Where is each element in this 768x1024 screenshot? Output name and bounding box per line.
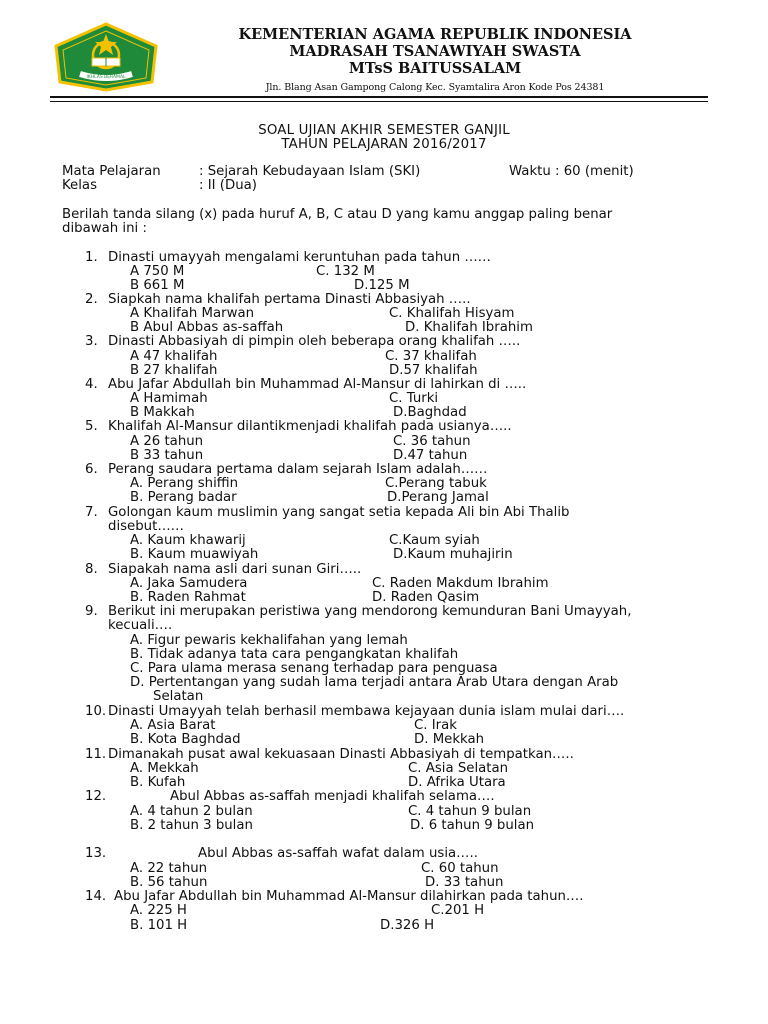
question-text: Siapkah nama khalifah pertama Dinasti Abbasiyah …..	[108, 292, 471, 307]
option-b: B. Kufah	[130, 775, 186, 790]
option-a: A Hamimah	[130, 391, 208, 406]
question-text: Dinasti umayyah mengalami keruntuhan pada tahun ……	[108, 250, 491, 265]
question-text: Abu Jafar Abdullah bin Muhammad Al-Mansur dilahirkan pada tahun….	[114, 889, 584, 904]
option-d: D. Mekkah	[414, 732, 485, 747]
option-c: C. 4 tahun 9 bulan	[408, 804, 532, 819]
exam-title: SOAL UJIAN AKHIR SEMESTER GANJIL	[258, 123, 510, 138]
option-b: B. 101 H	[130, 918, 188, 933]
option-b: B Abul Abbas as-saffah	[130, 320, 284, 335]
question-text: Perang saudara pertama dalam sejarah Islam adalah……	[108, 462, 488, 477]
option-a: A. 22 tahun	[130, 861, 208, 876]
option-d: D. 6 tahun 9 bulan	[410, 818, 535, 833]
option-a: A 750 M	[130, 264, 185, 279]
option-a: A. Figur pewaris kekhalifahan yang lemah	[130, 633, 408, 648]
question-number: 13.	[85, 846, 107, 861]
instruction-line-1: Berilah tanda silang (x) pada huruf A, B, C atau D yang kamu anggap paling benar	[62, 207, 613, 222]
question-number: 5.	[85, 419, 98, 434]
option-b: B. 2 tahun 3 bulan	[130, 818, 253, 833]
option-b: B. 56 tahun	[130, 875, 208, 890]
option-a: A. 4 tahun 2 bulan	[130, 804, 253, 819]
option-c: C.Kaum syiah	[389, 533, 480, 548]
question-number: 1.	[85, 250, 98, 265]
option-c: C. Asia Selatan	[408, 761, 509, 776]
option-d: D.Perang Jamal	[387, 490, 489, 505]
question-text: Abul Abbas as-saffah wafat dalam usia…..	[198, 846, 478, 861]
option-b: B. Perang badar	[130, 490, 237, 505]
question-text: Siapakah nama asli dari sunan Giri…..	[108, 562, 362, 577]
option-d-continued: Selatan	[153, 689, 204, 704]
option-a: A. Perang shiffin	[130, 476, 239, 491]
question-number: 4.	[85, 377, 98, 392]
option-a: A. Kaum khawarij	[130, 533, 246, 548]
option-b: B. Tidak adanya tata cara pengangkatan khalifah	[130, 647, 459, 662]
question-number: 10.	[85, 704, 107, 719]
question-number: 6.	[85, 462, 98, 477]
question-text: Abu Jafar Abdullah bin Muhammad Al-Mansur di lahirkan di …..	[108, 377, 527, 392]
question-text: Khalifah Al-Mansur dilantikmenjadi khalifah pada usianya…..	[108, 419, 512, 434]
option-c: C.201 H	[431, 903, 485, 918]
letterhead	[180, 26, 690, 95]
letterhead-rule-thick	[50, 96, 708, 98]
option-b: B Makkah	[130, 405, 195, 420]
option-d: D. Raden Qasim	[372, 590, 480, 605]
option-a: A. 225 H	[130, 903, 187, 918]
option-d: D. Khalifah Ibrahim	[405, 320, 533, 335]
kemenag-logo	[52, 22, 160, 92]
option-c: C. 132 M	[316, 264, 375, 279]
subject-label: Mata Pelajaran	[62, 164, 161, 179]
question-text: Dinasti Abbasiyah di pimpin oleh beberapa orang khalifah …..	[108, 334, 521, 349]
option-c: C. 37 khalifah	[385, 349, 477, 364]
option-b: B 27 khalifah	[130, 363, 218, 378]
class-label: Kelas	[62, 178, 98, 193]
option-c: C. Para ulama merasa senang terhadap para penguasa	[130, 661, 498, 676]
option-d: D.57 khalifah	[389, 363, 478, 378]
option-a: A 47 khalifah	[130, 349, 218, 364]
option-a: A 26 tahun	[130, 434, 204, 449]
school-address: Jln. Blang Asan Gampong Calong Kec. Syamtalira Aron Kode Pos 24381	[265, 82, 605, 93]
question-text: Golongan kaum muslimin yang sangat setia kepada Ali bin Abi Thalib	[108, 505, 570, 520]
option-d: D.Baghdad	[393, 405, 467, 420]
option-a: A. Jaka Samudera	[130, 576, 248, 591]
question-text-continued: kecuali….	[108, 618, 173, 633]
question-text: Berikut ini merupakan peristiwa yang mendorong kemunduran Bani Umayyah,	[108, 604, 632, 619]
option-a: A Khalifah Marwan	[130, 306, 255, 321]
option-c: C. Irak	[414, 718, 457, 733]
option-c: C. Khalifah Hisyam	[389, 306, 515, 321]
option-d: D.326 H	[380, 918, 435, 933]
option-c: C. 60 tahun	[421, 861, 499, 876]
question-number: 11.	[85, 747, 107, 762]
question-number: 8.	[85, 562, 98, 577]
option-d: D.Kaum muhajirin	[393, 547, 513, 562]
option-d: D. Afrika Utara	[408, 775, 506, 790]
option-b: B. Raden Rahmat	[130, 590, 246, 605]
ministry-name: KEMENTERIAN AGAMA REPUBLIK INDONESIA	[238, 26, 632, 43]
option-a: A. Asia Barat	[130, 718, 216, 733]
question-number: 3.	[85, 334, 98, 349]
option-c: C. Turki	[389, 391, 439, 406]
class-value: : II (Dua)	[199, 178, 257, 193]
option-c: C.Perang tabuk	[385, 476, 487, 491]
question-text-continued: disebut……	[108, 519, 184, 534]
option-b: B 33 tahun	[130, 448, 204, 463]
option-d: D.47 tahun	[393, 448, 468, 463]
option-c: C. Raden Makdum Ibrahim	[372, 576, 549, 591]
exam-year: TAHUN PELAJARAN 2016/2017	[281, 137, 487, 152]
question-text: Dinasti Umayyah telah berhasil membawa kejayaan dunia islam mulai dari….	[108, 704, 625, 719]
question-number: 14.	[85, 889, 107, 904]
option-d: D. Pertentangan yang sudah lama terjadi antara Arab Utara dengan Arab	[130, 675, 619, 690]
option-a: A. Mekkah	[130, 761, 199, 776]
instruction-line-2: dibawah ini :	[62, 221, 147, 236]
option-c: C. 36 tahun	[393, 434, 471, 449]
option-d: D.125 M	[354, 278, 410, 293]
option-b: B. Kota Baghdad	[130, 732, 241, 747]
option-d: D. 33 tahun	[425, 875, 504, 890]
question-number: 2.	[85, 292, 98, 307]
subject-value: : Sejarah Kebudayaan Islam (SKI)	[199, 164, 421, 179]
question-number: 7.	[85, 505, 98, 520]
question-number: 9.	[85, 604, 98, 619]
school-name: MTsS BAITUSSALAM	[348, 60, 522, 77]
option-b: B. Kaum muawiyah	[130, 547, 259, 562]
question-number: 12.	[85, 789, 107, 804]
svg-text:IKHLAS BERAMAL: IKHLAS BERAMAL	[86, 75, 126, 80]
letterhead-rule-thin	[50, 101, 708, 102]
option-b: B 661 M	[130, 278, 185, 293]
exam-time: Waktu : 60 (menit)	[509, 164, 634, 179]
school-type: MADRASAH TSANAWIYAH SWASTA	[289, 43, 581, 60]
question-text: Abul Abbas as-saffah menjadi khalifah selama….	[170, 789, 495, 804]
question-text: Dimanakah pusat awal kekuasaan Dinasti Abbasiyah di tempatkan…..	[108, 747, 574, 762]
